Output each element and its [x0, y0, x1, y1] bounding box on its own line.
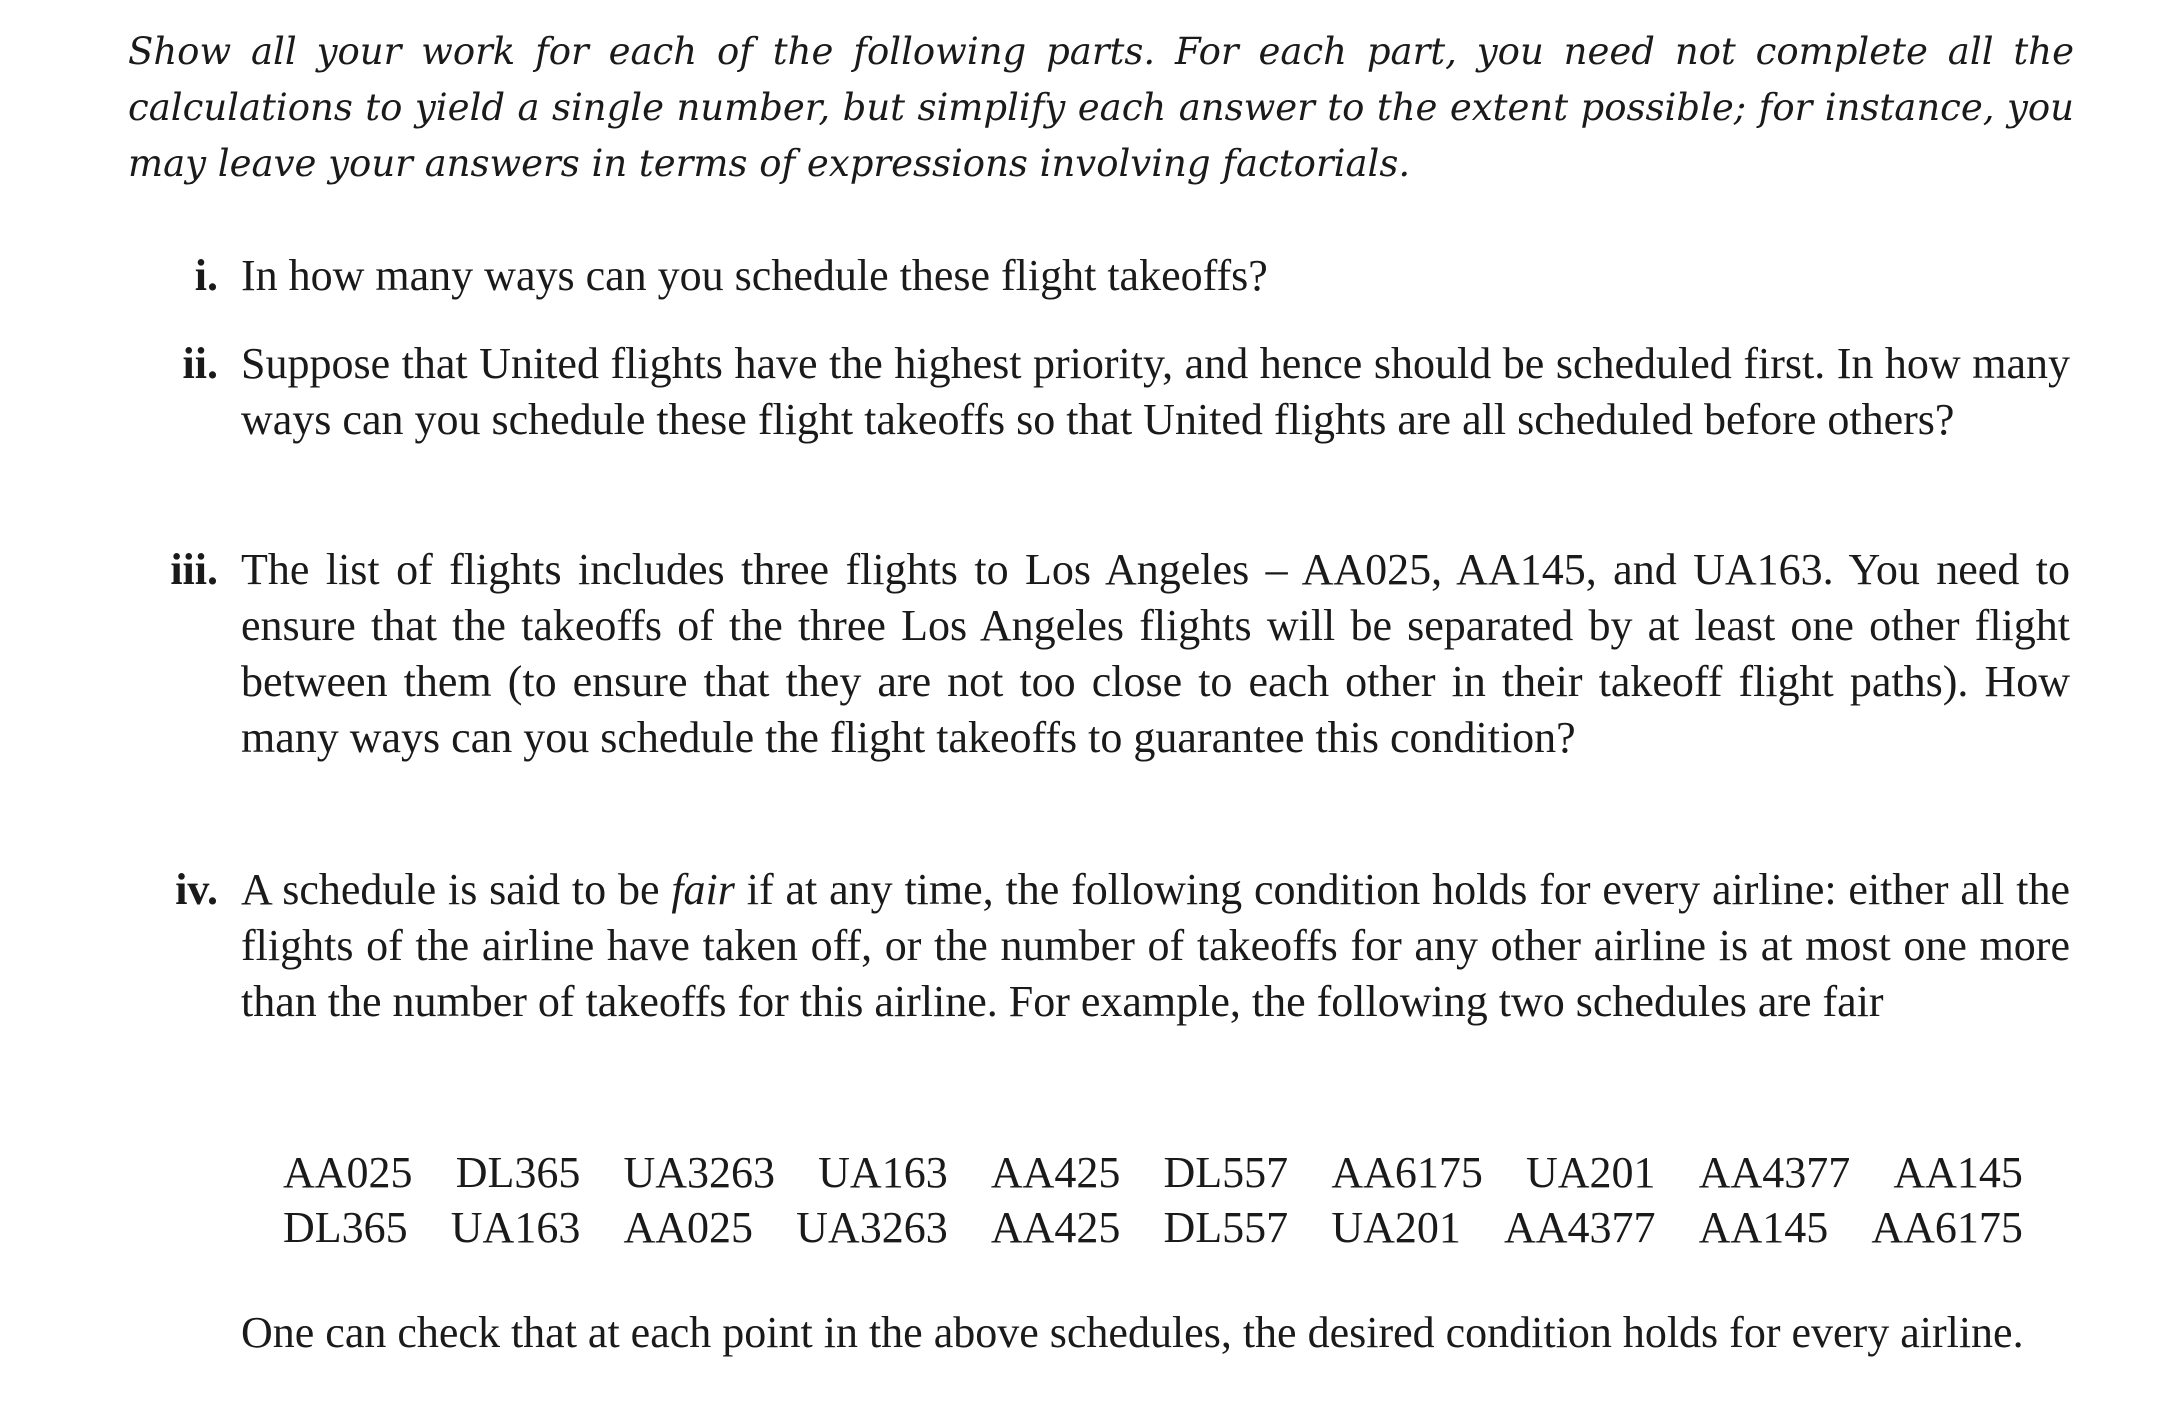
flight-code: AA4377 — [1698, 1148, 1851, 1197]
instructions-paragraph: Show all your work for each of the following parts. For each part, you need not complete all the calculations to yield a single number, but simplify each answer to the extent possible; for instance, you may leave your answers in terms of expressions involving factorials. — [128, 30, 2074, 185]
flight-code: AA4377 — [1504, 1203, 1656, 1252]
part-iv-text — [241, 862, 2070, 1030]
flight-code: AA6175 — [1331, 1148, 1483, 1197]
flight-code: UA201 — [1526, 1148, 1656, 1197]
closing-paragraph: One can check that at each point in the above schedules, the desired condition holds for every airline. — [241, 1308, 2024, 1357]
flight-code: DL557 — [1163, 1203, 1289, 1252]
part-i-text: In how many ways can you schedule these flight takeoffs? — [241, 251, 1268, 300]
flight-code: UA163 — [450, 1203, 581, 1252]
schedule-row-1 — [283, 1145, 2023, 1201]
schedule-row-2 — [283, 1200, 2023, 1256]
flight-code: UA3263 — [623, 1148, 776, 1197]
flight-code: DL365 — [455, 1148, 581, 1197]
flight-code: AA025 — [623, 1203, 754, 1252]
flight-code: AA025 — [283, 1148, 413, 1197]
flight-code: UA3263 — [796, 1203, 948, 1252]
part-iv-text-before: A schedule is said to be — [241, 865, 672, 914]
part-iv — [150, 862, 2070, 1086]
part-i — [150, 248, 2070, 304]
flight-code: DL557 — [1163, 1148, 1289, 1197]
part-ii-label: ii. — [182, 339, 218, 388]
part-iii-label: iii. — [170, 545, 218, 594]
flight-code: UA201 — [1331, 1203, 1461, 1252]
fair-term: fair — [671, 865, 735, 914]
flight-code: AA425 — [990, 1148, 1121, 1197]
part-ii-text: Suppose that United flights have the highest priority, and hence should be scheduled first. In how many ways can you schedule these flight takeoffs so that United flights are all scheduled before others? — [241, 339, 2070, 444]
flight-code: AA145 — [1698, 1203, 1829, 1252]
flight-code: DL365 — [283, 1203, 408, 1252]
flight-code: UA163 — [818, 1148, 948, 1197]
part-iii-text: The list of flights includes three flights to Los Angeles – AA025, AA145, and UA163. You need to ensure that the takeoffs of the three Los Angeles flights will be separated by at least one other flight between them (to ensure that they are not too close to each other in their takeoff flight paths). How many ways can you schedule the flight takeoffs to guarantee this condition? — [241, 545, 2070, 762]
flight-code: AA6175 — [1871, 1203, 2023, 1252]
flight-code: AA145 — [1893, 1148, 2023, 1197]
part-iv-text-after: if at any time, the following condition holds for every airline: either all the flights of the airline have taken off, or the number of takeoffs for any other airline is at most one more than the number of takeoffs for this airline. For example, the following two schedules are fair — [241, 865, 2070, 1026]
part-i-label: i. — [194, 251, 218, 300]
flight-code: AA425 — [990, 1203, 1121, 1252]
part-ii — [150, 336, 2070, 504]
part-iii — [150, 542, 2070, 822]
part-iv-label: iv. — [175, 865, 218, 914]
